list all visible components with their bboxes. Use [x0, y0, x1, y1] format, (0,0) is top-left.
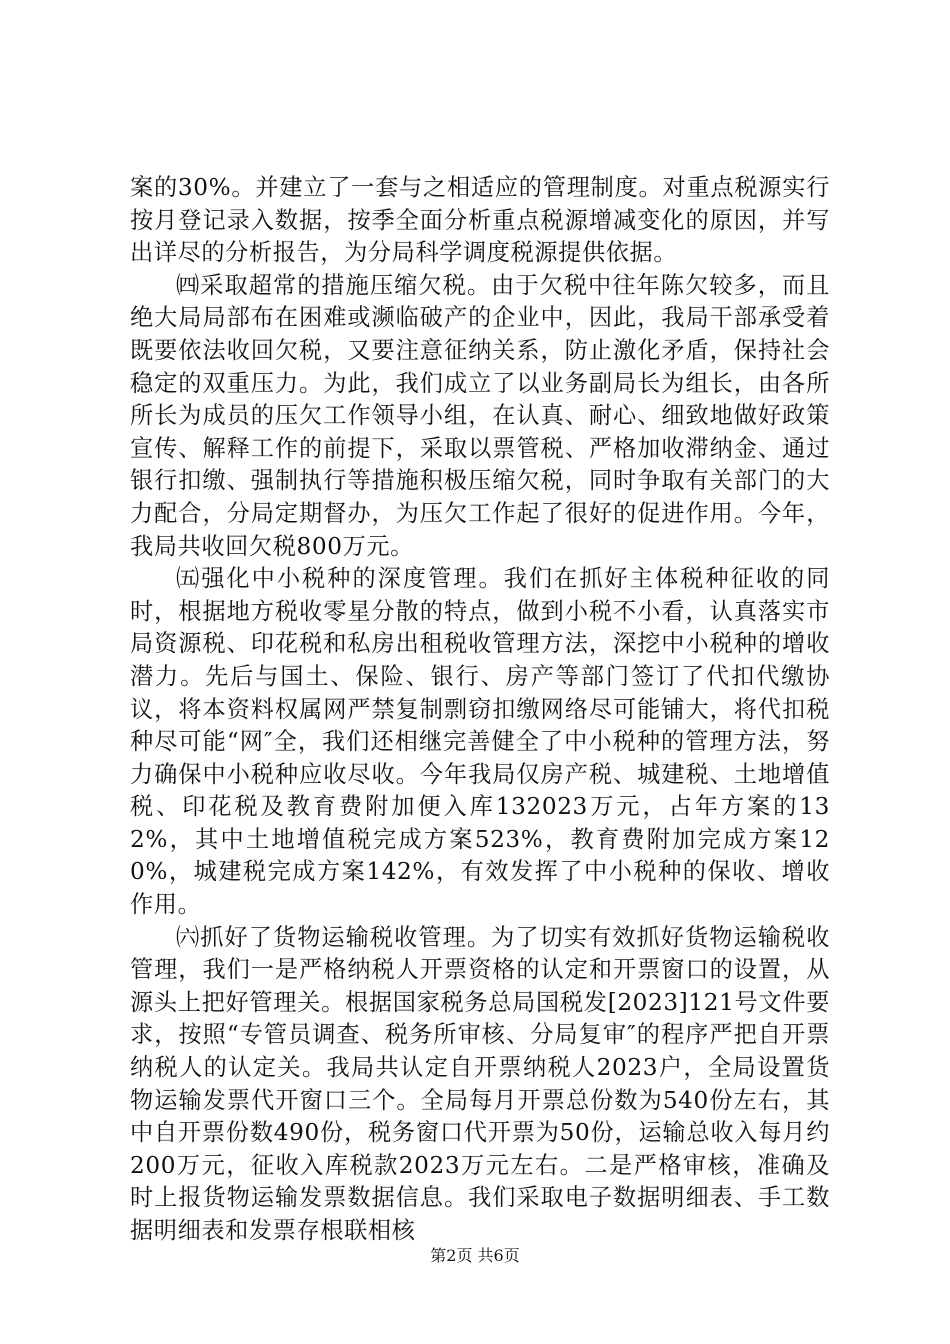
- page-footer: [0, 1246, 950, 1266]
- paragraph-4: ㈥抓好了货物运输税收管理。为了切实有效抓好货物运输税收管理，我们一是严格纳税人开票资格的认定和开票窗口的设置，从源头上把好管理关。根据国家税务总局国税发[2023]121号文件要求，按照“专管员调查、税务所审核、分局复审″的程序严把自开票纳税人的认定关。我局共认定自开票纳税人2023户，全局设置货物运输发票代开窗口三个。全局每月开票总份数为540份左右，其中自开票份数490份，税务窗口代开票为50份，运输总收入每月约200万元，征收入库税款2023万元左右。二是严格审核，准确及时上报货物运输发票数据信息。我们采取电子数据明细表、手工数据明细表和发票存根联相核: [130, 923, 830, 1244]
- paragraph-3: ㈤强化中小税种的深度管理。我们在抓好主体税种征收的同时，根据地方税收零星分散的特点，做到小税不小看，认真落实市局资源税、印花税和私房出租税收管理方法，深挖中小税种的增收潜力。先后与国土、保险、银行、房产等部门签订了代扣代缴协议，将本资料权属网严禁复制剽窃扣缴网络尽可能铺大，将代扣税种尽可能“网″全，我们还相继完善健全了中小税种的管理方法，努力确保中小税种应收尽收。今年我局仅房产税、城建税、土地增值税、印花税及教育费附加便入库132023万元，占年方案的132%，其中土地增值税完成方案523%，教育费附加完成方案120%，城建税完成方案142%，有效发挥了中小税种的保收、增收作用。: [130, 565, 830, 919]
- paragraph-2: ㈣采取超常的措施压缩欠税。由于欠税中往年陈欠较多，而且绝大局局部布在困难或濒临破产的企业中，因此，我局干部承受着既要依法收回欠税，又要注意征纳关系，防止激化矛盾，保持社会稳定的双重压力。为此，我们成立了以业务副局长为组长，由各所所长为成员的压欠工作领导小组，在认真、耐心、细致地做好政策宣传、解释工作的前提下，采取以票管税、严格加收滞纳金、通过银行扣缴、强制执行等措施积极压缩欠税，同时争取有关部门的大力配合，分局定期督办，为压欠工作起了很好的促进作用。今年，我局共收回欠税800万元。: [130, 271, 830, 560]
- paragraph-1: 案的30%。并建立了一套与之相适应的管理制度。对重点税源实行按月登记录入数据，按季全面分析重点税源增减变化的原因，并写出详尽的分析报告，为分局科学调度税源提供依据。: [130, 174, 830, 267]
- document-body: [130, 172, 830, 1248]
- page-number-label: 第2页 共6页: [430, 1246, 520, 1265]
